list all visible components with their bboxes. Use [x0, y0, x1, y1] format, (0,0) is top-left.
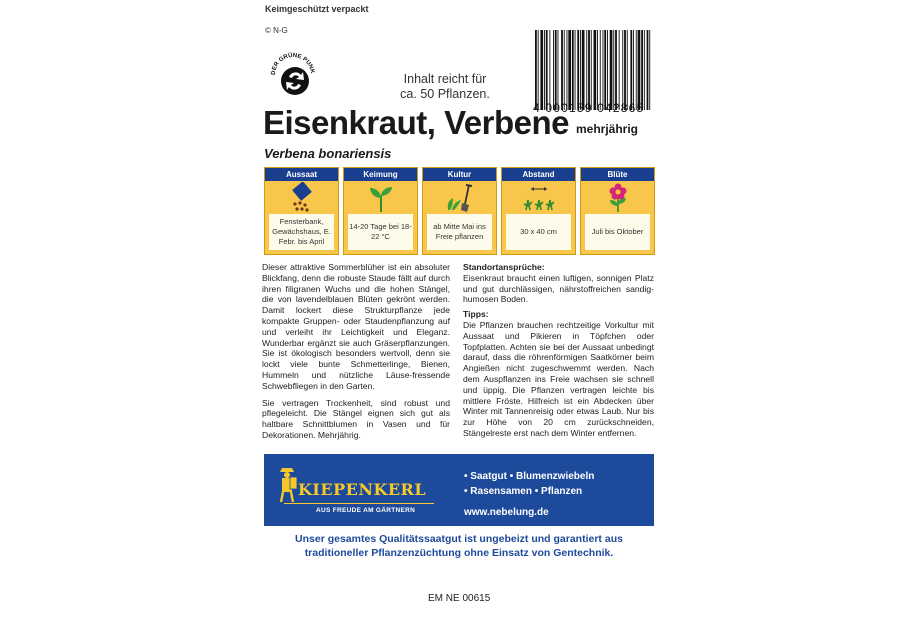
barcode-bar — [549, 30, 550, 110]
cultivation-icons — [264, 167, 654, 255]
barcode-bar — [613, 30, 614, 110]
barcode-bar — [546, 30, 548, 110]
seeds-icon — [285, 182, 319, 214]
brand-name: KIEPENKERL — [298, 480, 427, 499]
barcode-bar — [540, 30, 543, 110]
barcode-bar — [553, 30, 554, 110]
barcode-bar — [577, 30, 579, 110]
icon-box-aussaat — [264, 167, 339, 255]
tips-text: Die Pflanzen brauchen rechtzeitige Vorkultur mit Aussaat und Pikieren in Töpfchen oder Topfplatten. Achten sie bei der Aussaat unbedingt darauf, dass die röhrenförmigen Saatkörner beim Angießen nicht zugeschwemmt werden. Nach dem Auspflanzen ins Freie wachsen sie schnell und üppig. Die Pflanzen vertragen leichte bis mittlere Fröste. Hilfreich ist ein Abdecken über Winter mit Tannenreisig oder etwas Laub. Nur bis zur Höhe von 20 cm zurückschneiden, Stängelreste erst nach dem Winter entfernen. — [463, 319, 654, 438]
barcode-bar — [538, 30, 539, 110]
brand-logo — [264, 454, 454, 526]
barcode-bar — [575, 30, 576, 110]
barcode-bar — [564, 30, 565, 110]
icon-box-label: Keimung — [344, 168, 417, 181]
description-para2: Sie vertragen Trockenheit, sind robust und pflegeleicht. Die Stängel eignen sich gut als haltbare Schnittblumen in Vasen und für Dekorationen. Mehrjährig. — [262, 397, 450, 440]
copyright: © N-G — [265, 26, 288, 35]
icon-box-value: 14-20 Tage bei 18-22 °C — [348, 214, 413, 250]
barcode-bar — [607, 30, 608, 110]
brand-slogan: AUS FREUDE AM GÄRTNERN — [316, 507, 416, 514]
barcode-bar — [633, 30, 634, 110]
icon-box-label: Kultur — [423, 168, 496, 181]
flower-icon — [601, 182, 635, 214]
barcode-bar — [544, 30, 545, 110]
quality-line1: Unser gesamtes Qualitätssaatgut ist ungebeizt und garantiert aus — [295, 533, 623, 545]
description-para1: Dieser attraktive Sommerblüher ist ein absoluter Blickfang, denn die robuste Staude fällt auf durch ihren filigranen Wuchs und die hohen Stängel, die von lavendelblauen Blüten gekrönt werden. Damit lockert diese Strukturpflanze jede kompakte Gruppen- oder Staudenpflanzung auf und verleiht ihr Leichtigkeit und Eleganz. Wunderbar ergänzt sie auch Gräserpflanzungen. Sie ist ökologisch besonders wertvoll, denn sie lockt viele bunte Schmetterlinge, Bienen, Hummeln und nützliche Läuse-fressende Schwebfliegen in den Garten. — [262, 262, 450, 391]
brand-banner — [264, 454, 654, 526]
icon-box-label: Abstand — [502, 168, 575, 181]
barcode-bar — [568, 30, 571, 110]
icon-box-value: Fensterbank, Gewächshaus, E. Febr. bis April — [269, 214, 334, 250]
brand-divider — [284, 503, 434, 504]
barcode-bar — [580, 30, 581, 110]
icon-box-bluete — [580, 167, 655, 255]
product-range-line1: • Saatgut • Blumenzwiebeln — [464, 471, 595, 482]
barcode-bar — [622, 30, 623, 110]
barcode-bar — [604, 30, 606, 110]
barcode-bar — [600, 30, 601, 110]
barcode-number: 4 000159 042865 — [533, 101, 645, 115]
barcode-bar — [561, 30, 563, 110]
barcode-bar — [647, 30, 649, 110]
icon-box-value: 30 x 40 cm — [506, 214, 571, 250]
product-title-suffix: mehrjährig — [576, 122, 639, 136]
icon-box-keimung — [343, 167, 418, 255]
barcode-bar — [619, 30, 620, 110]
icon-box-value: Juli bis Oktober — [585, 214, 650, 250]
spade-icon — [443, 182, 477, 214]
barcode-bar — [594, 30, 597, 110]
quality-statement — [280, 532, 638, 560]
packaging-note: Keimgeschützt verpackt — [265, 4, 369, 14]
spacing-icon — [522, 182, 556, 214]
icon-box-kultur — [422, 167, 497, 255]
barcode-bar — [555, 30, 557, 110]
barcode-bar — [591, 30, 592, 110]
content-info-line1: Inhalt reicht für — [403, 72, 487, 86]
content-info-line2: ca. 50 Pflanzen. — [400, 87, 490, 101]
barcode-bar — [582, 30, 585, 110]
product-range-line2: • Rasensamen • Pflanzen — [464, 486, 583, 497]
content-info — [380, 72, 510, 102]
growing-info — [463, 262, 654, 439]
quality-line2: traditioneller Pflanzenzüchtung ohne Einsatz von Gentechnik. — [304, 547, 614, 559]
description — [262, 262, 450, 447]
green-dot-text: DER GRÜNE PUNK — [270, 52, 316, 76]
product-title: Eisenkraut, Verbene — [263, 104, 569, 141]
barcode-bar — [567, 30, 568, 110]
green-dot-logo-icon — [265, 47, 321, 103]
barcode-bar — [644, 30, 645, 110]
icon-box-abstand — [501, 167, 576, 255]
barcode-bar — [597, 30, 598, 110]
barcode-bar — [638, 30, 641, 110]
location-text: Eisenkraut braucht einen luftigen, sonnigen Platz und gut durchlässigen, nährstoffreichen sandig-humosen Boden. — [463, 272, 654, 305]
barcode — [533, 30, 653, 110]
barcode-bar — [627, 30, 628, 110]
barcode-bar — [603, 30, 604, 110]
barcode-bar — [615, 30, 617, 110]
latin-name: Verbena bonariensis — [264, 146, 392, 161]
barcode-bar — [649, 30, 650, 110]
barcode-bar — [588, 30, 590, 110]
icon-box-label: Aussaat — [265, 168, 338, 181]
barcode-bar — [641, 30, 643, 110]
product-code: EM NE 00615 — [428, 593, 491, 604]
barcode-bar — [636, 30, 637, 110]
barcode-bar — [558, 30, 559, 110]
website-link[interactable]: www.nebelung.de — [464, 507, 549, 518]
barcode-bar — [586, 30, 587, 110]
product-range — [464, 469, 594, 520]
mascot-icon — [276, 464, 298, 504]
seedling-icon — [364, 182, 398, 214]
barcode-bar — [572, 30, 574, 110]
location-heading: Standortansprüche: — [463, 262, 545, 272]
icon-box-value: ab Mitte Mai ins Freie pflanzen — [427, 214, 492, 250]
barcode-bar — [535, 30, 537, 110]
barcode-bar — [624, 30, 626, 110]
tips-heading: Tipps: — [463, 309, 489, 320]
barcode-bar — [630, 30, 632, 110]
barcode-bar — [610, 30, 613, 110]
icon-box-label: Blüte — [581, 168, 654, 181]
